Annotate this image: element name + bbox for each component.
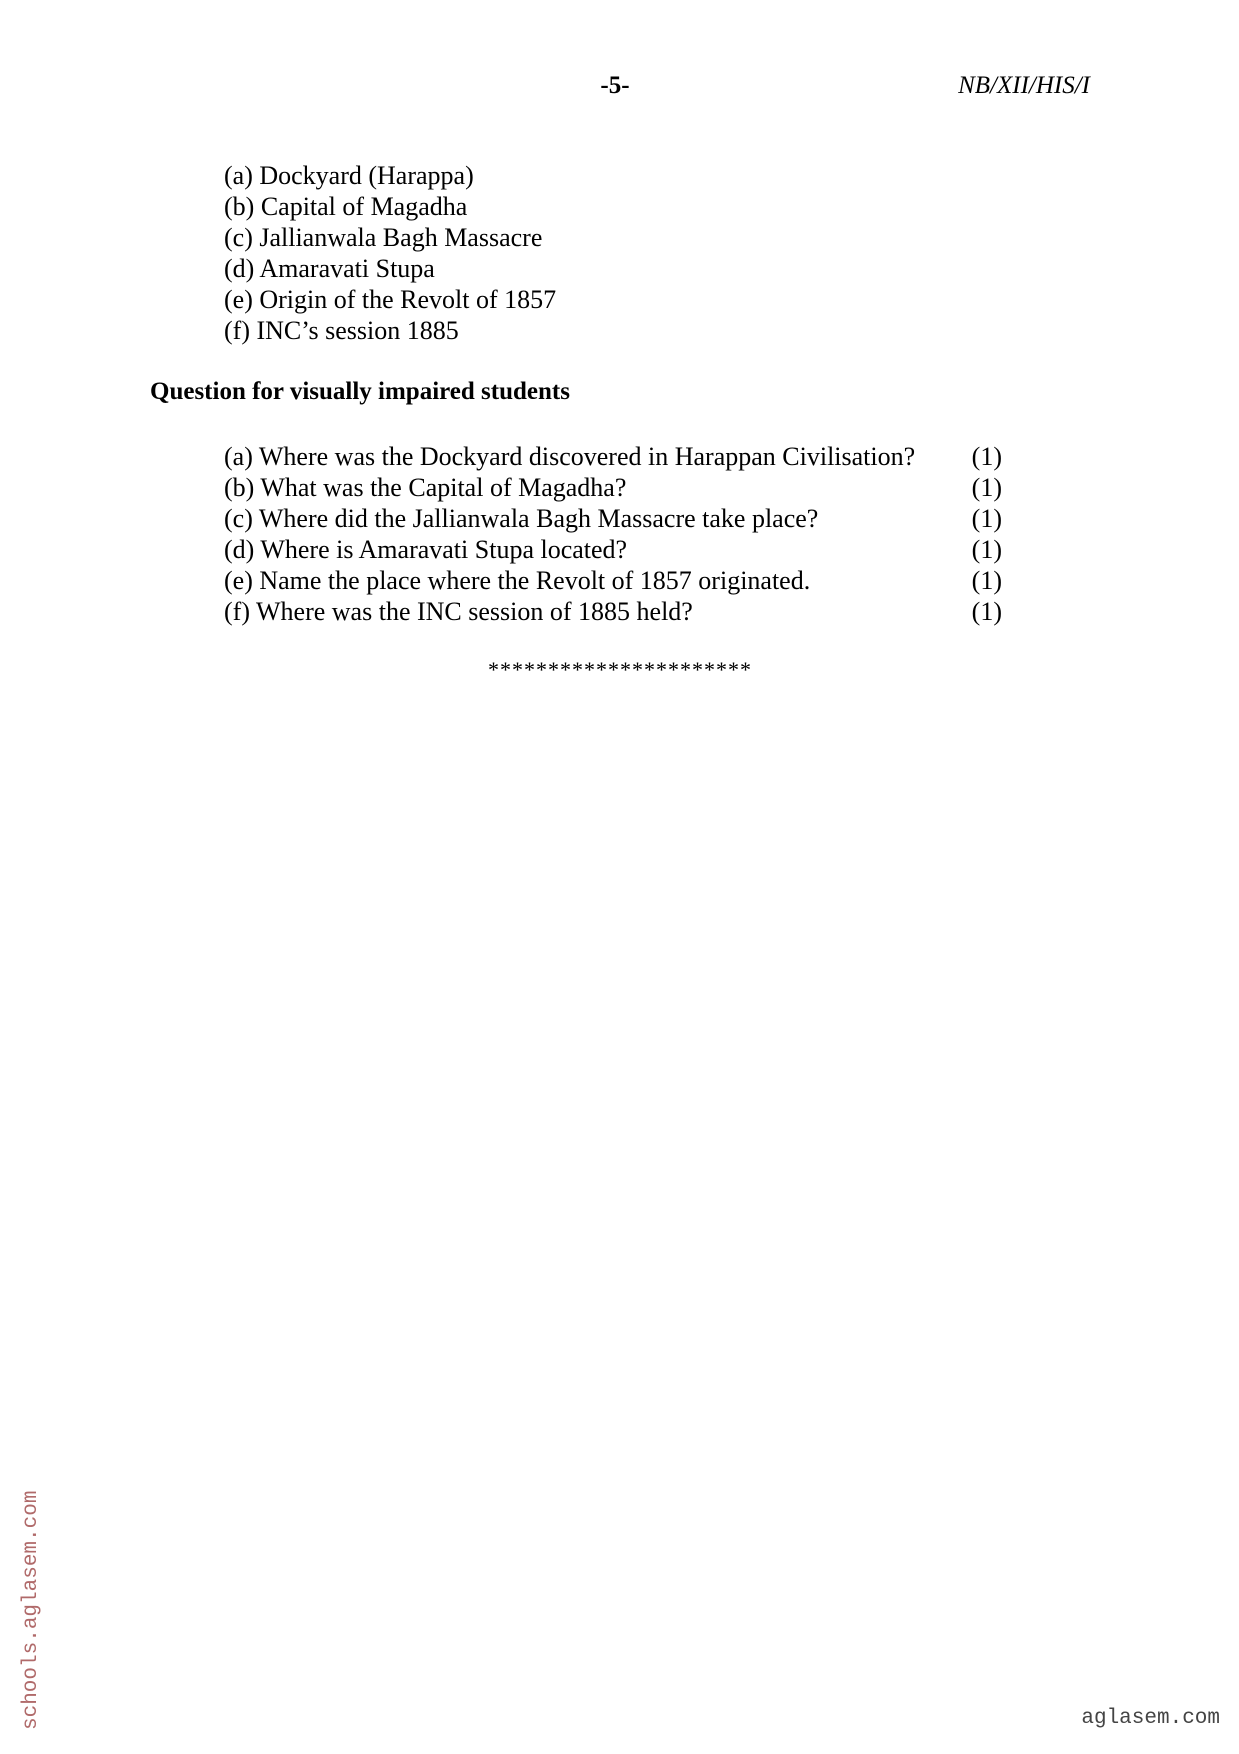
question-text: (d) Where is Amaravati Stupa located?: [224, 535, 628, 564]
question-marks: (1): [971, 597, 1002, 626]
question-marks: (1): [971, 535, 1002, 564]
question-marks: (1): [971, 504, 1002, 533]
visually-impaired-questions: [224, 441, 1014, 627]
question-marks: (1): [971, 566, 1002, 595]
question-text: (e) Name the place where the Revolt of 1857 originated.: [224, 566, 811, 595]
side-watermark: schools.aglasem.com: [20, 1490, 43, 1730]
page-number: -5-: [600, 72, 630, 99]
list-item: (f) INC’s session 1885: [224, 316, 459, 345]
question-item: [224, 503, 1014, 534]
question-item: [224, 534, 1014, 565]
corner-watermark: aglasem.com: [1081, 1707, 1220, 1730]
list-item: (b) Capital of Magadha: [224, 192, 468, 221]
end-marker: **********************: [488, 657, 752, 682]
question-text: (a) Where was the Dockyard discovered in Harappan Civilisation?: [224, 442, 916, 471]
question-item: [224, 565, 1014, 596]
question-text: (f) Where was the INC session of 1885 held?: [224, 597, 693, 626]
question-marks: (1): [971, 442, 1002, 471]
list-item: (c) Jallianwala Bagh Massacre: [224, 223, 543, 252]
question-item: [224, 596, 1014, 627]
list-item: (a) Dockyard (Harappa): [224, 161, 474, 190]
question-item: [224, 472, 1014, 503]
section-heading: Question for visually impaired students: [150, 378, 570, 405]
question-marks: (1): [971, 473, 1002, 502]
list-item: (e) Origin of the Revolt of 1857: [224, 285, 557, 314]
paper-code: NB/XII/HIS/I: [958, 72, 1090, 99]
places-list: [224, 160, 556, 346]
question-item: [224, 441, 1014, 472]
question-text: (c) Where did the Jallianwala Bagh Massacre take place?: [224, 504, 819, 533]
list-item: (d) Amaravati Stupa: [224, 254, 435, 283]
question-text: (b) What was the Capital of Magadha?: [224, 473, 627, 502]
